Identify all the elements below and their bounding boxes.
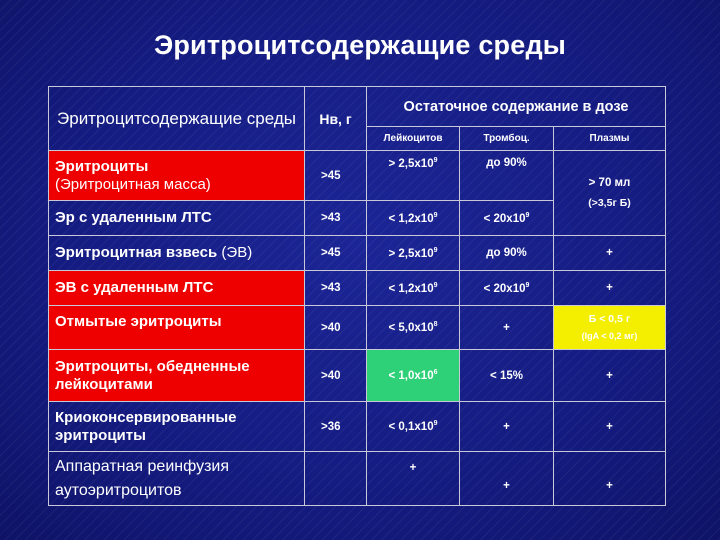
leuko-value: > 2,5x10 bbox=[388, 247, 434, 260]
row-hb: >45 bbox=[305, 236, 367, 271]
row-name: Эр с удаленным ЛТС bbox=[55, 209, 212, 226]
row-hb: >36 bbox=[305, 402, 367, 452]
table-row bbox=[49, 402, 666, 452]
row-leuko bbox=[367, 306, 460, 350]
leuko-exp: 9 bbox=[433, 211, 438, 219]
subheader-plasma: Плазмы bbox=[554, 127, 666, 151]
leuko-exp: 9 bbox=[433, 281, 438, 289]
row-hb: >43 bbox=[305, 201, 367, 236]
table-row bbox=[49, 452, 666, 506]
row-name-cell bbox=[49, 271, 305, 306]
row-throm: + bbox=[460, 452, 554, 506]
row-name-cell bbox=[49, 452, 305, 506]
leuko-value: < 1,2x10 bbox=[388, 282, 434, 295]
header-hb-cell bbox=[305, 87, 367, 151]
row-name-sub: (Эритроцитная масса) bbox=[55, 175, 211, 193]
leuko-exp: 9 bbox=[433, 420, 438, 428]
leuko-value: < 1,2x10 bbox=[388, 212, 434, 225]
table-row bbox=[49, 271, 666, 306]
row-throm: < 15% bbox=[460, 350, 554, 402]
leuko-value: < 1,0x10 bbox=[388, 369, 434, 382]
leuko-exp: 6 bbox=[433, 369, 438, 377]
subheader-throm: Тромбоц. bbox=[460, 127, 554, 151]
row-plasma: + bbox=[554, 350, 666, 402]
row-throm: + bbox=[460, 306, 554, 350]
throm-exp: 9 bbox=[525, 281, 530, 289]
row-hb: >43 bbox=[305, 271, 367, 306]
subheader-leuko: Лейкоцитов bbox=[367, 127, 460, 151]
row-name: ЭВ с удаленным ЛТС bbox=[55, 279, 214, 296]
row-name-cell bbox=[49, 306, 305, 350]
row-plasma: + bbox=[554, 452, 666, 506]
merged-plasma-line1: > 70 мл bbox=[588, 177, 631, 189]
leuko-exp: 9 bbox=[433, 246, 438, 254]
table-row bbox=[49, 350, 666, 402]
row-leuko bbox=[367, 201, 460, 236]
row-throm bbox=[460, 201, 554, 236]
table-row bbox=[49, 151, 666, 201]
leuko-value: > 2,5x10 bbox=[388, 157, 434, 170]
header-hb-label: Нв, г bbox=[319, 110, 352, 127]
row-name-cell bbox=[49, 201, 305, 236]
row-leuko bbox=[367, 402, 460, 452]
row-hb bbox=[305, 452, 367, 506]
throm-value: < 20x10 bbox=[483, 212, 526, 225]
leuko-exp: 8 bbox=[433, 321, 438, 329]
row-name: Отмытые эритроциты bbox=[55, 313, 222, 330]
plasma-line1: Б < 0,5 г bbox=[588, 312, 631, 325]
table-row bbox=[49, 306, 666, 350]
row-plasma-highlight bbox=[554, 306, 666, 350]
row-throm: + bbox=[460, 402, 554, 452]
row-plasma: + bbox=[554, 236, 666, 271]
row-name-sub: (ЭВ) bbox=[221, 244, 253, 261]
row-hb: >40 bbox=[305, 306, 367, 350]
row-name-cell bbox=[49, 402, 305, 452]
row-name-cell bbox=[49, 236, 305, 271]
row-name: Аппаратная реинфузия аутоэритроцитов bbox=[55, 457, 230, 499]
row-leuko-highlight bbox=[367, 350, 460, 402]
row-plasma: + bbox=[554, 271, 666, 306]
row-leuko bbox=[367, 151, 460, 201]
leuko-exp: 9 bbox=[433, 157, 438, 164]
row-plasma: + bbox=[554, 402, 666, 452]
header-name-cell: Эритроцитсодержащие среды bbox=[49, 87, 305, 151]
table-row bbox=[49, 236, 666, 271]
merged-plasma-cell bbox=[554, 151, 666, 236]
blood-media-table bbox=[48, 86, 666, 506]
row-name: Эритроциты bbox=[55, 157, 149, 175]
row-name-cell bbox=[49, 151, 305, 201]
row-throm: до 90% bbox=[460, 236, 554, 271]
row-name: Эритроцитная взвесь bbox=[55, 244, 222, 261]
throm-exp: 9 bbox=[525, 211, 530, 219]
row-name-cell bbox=[49, 350, 305, 402]
leuko-value: < 5,0x10 bbox=[388, 321, 434, 334]
header-residual-cell: Остаточное содержание в дозе bbox=[367, 87, 666, 127]
plasma-line2: (IgA < 0,2 мг) bbox=[581, 330, 638, 341]
row-name: Криоконсервированные эритроциты bbox=[55, 408, 237, 444]
row-name: Эритроциты, обедненные лейкоцитами bbox=[55, 357, 250, 393]
row-hb: >45 bbox=[305, 151, 367, 201]
header-row bbox=[49, 87, 666, 127]
row-leuko bbox=[367, 236, 460, 271]
row-throm: до 90% bbox=[460, 151, 554, 201]
row-leuko bbox=[367, 271, 460, 306]
page-title: Эритроцитсодержащие среды bbox=[153, 30, 567, 60]
merged-plasma-line2: (>3,5г Б) bbox=[588, 197, 631, 209]
leuko-value: < 0,1x10 bbox=[388, 420, 434, 433]
row-throm bbox=[460, 271, 554, 306]
row-hb: >40 bbox=[305, 350, 367, 402]
throm-value: < 20x10 bbox=[483, 282, 526, 295]
row-leuko: + bbox=[367, 452, 460, 506]
